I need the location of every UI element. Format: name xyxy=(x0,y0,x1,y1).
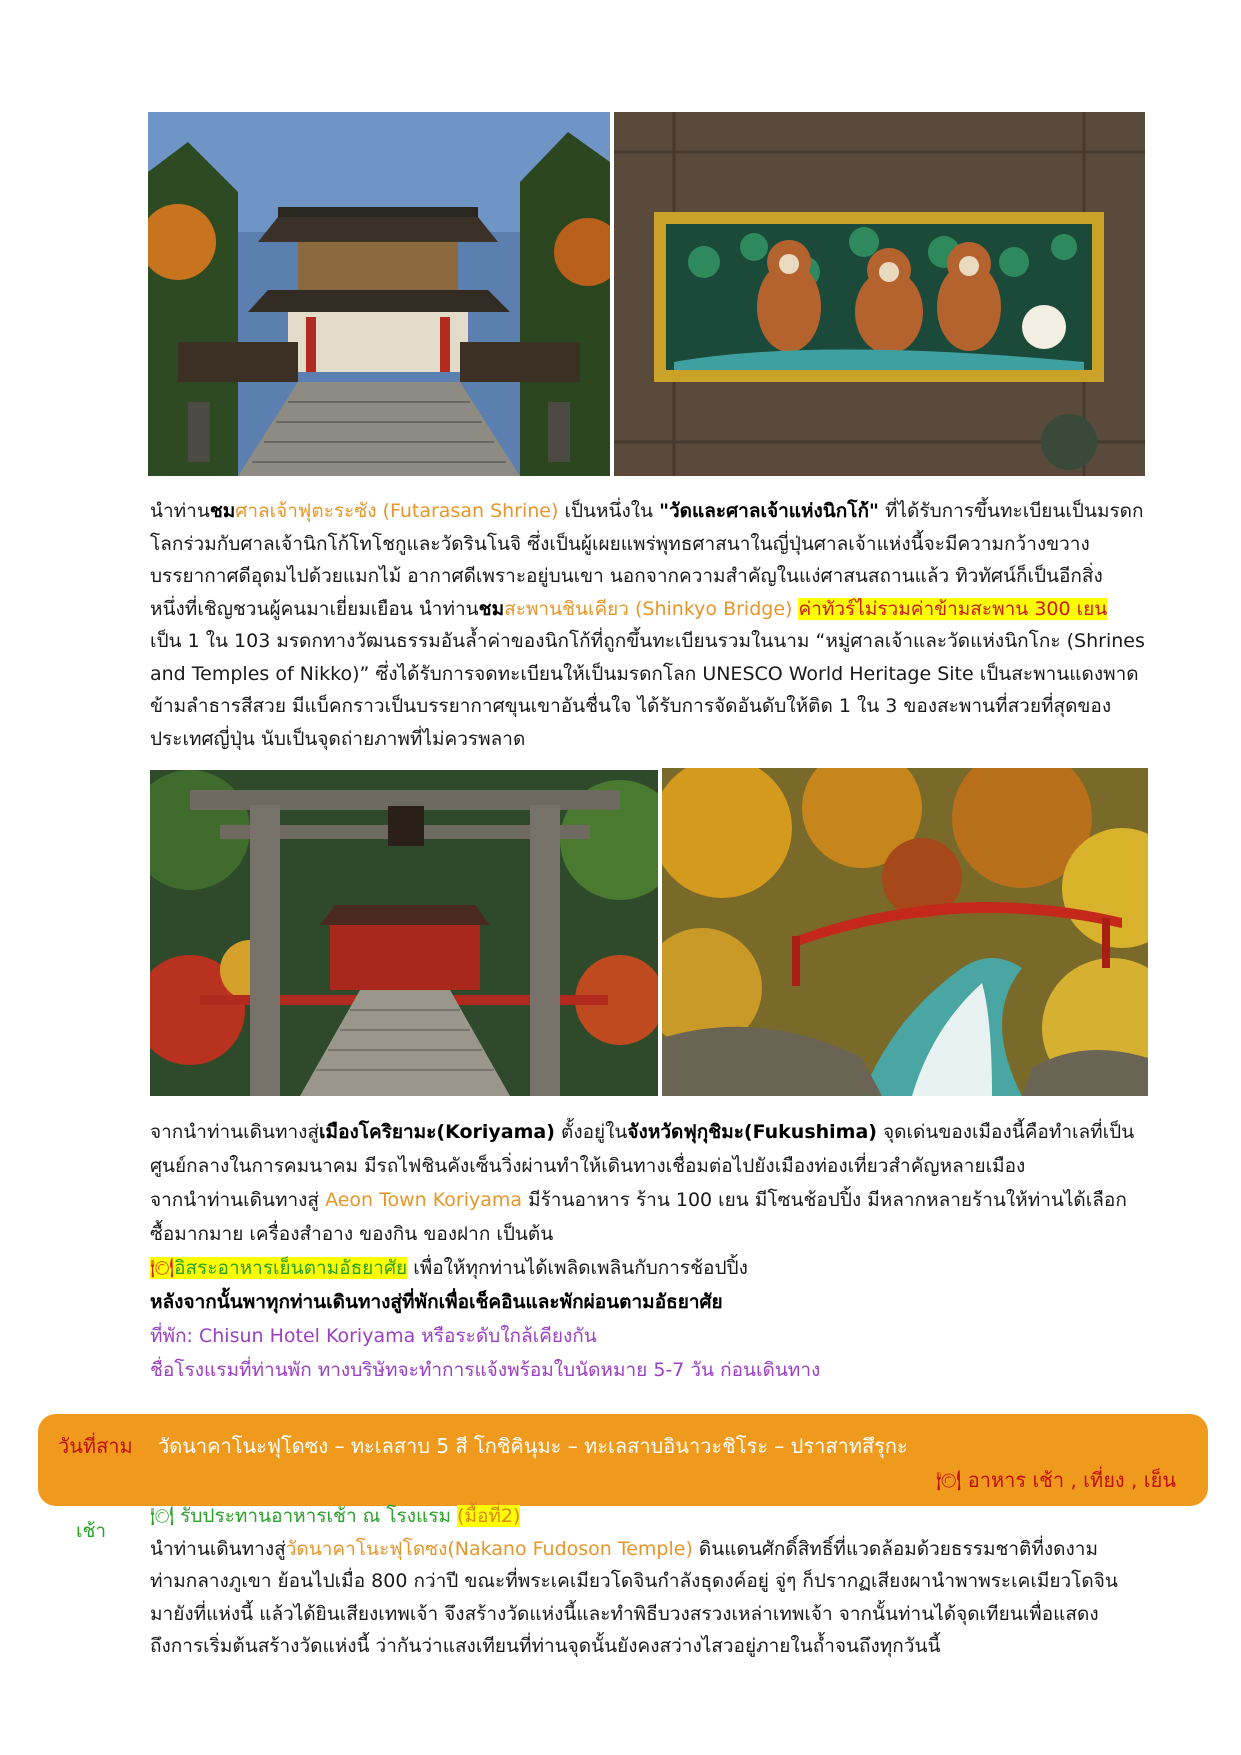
para1-line-7: ข้ามลำธารสีสวย มีแบ็คกราวเป็นบรรยากาศขุนเขาอันชื่นใจ ได้รับการจัดอันดับให้ติด 1 ใน 3 ของสะพานที่สวยที่สุดของ xyxy=(150,695,1112,717)
bridge-fee-note: ค่าทัวร์ไม่รวมค่าข้ามสะพาน 300 เยน xyxy=(798,597,1108,620)
three-monkeys-carving-photo xyxy=(614,112,1145,476)
futarasan-description xyxy=(150,495,1170,755)
hotel-notice-line: ชื่อโรงแรมที่ท่านพัก ทางบริษัทจะทำการแจ้งพร้อมใบนัดหมาย 5-7 วัน ก่อนเดินทาง xyxy=(150,1359,821,1381)
futarasan-shrine-name: ศาลเจ้าฟุตะระซัง (Futarasan Shrine) xyxy=(235,500,559,522)
morning-line-1: นำท่านเดินทางสู่วัดนาคาโนะฟุโดซง(Nakano Fudoson Temple) ดินแดนศักดิ์สิทธิ์ที่แวดล้อมด้วยธรรมชาติที่งดงาม xyxy=(150,1537,1098,1560)
koriyama-city-name: เมืองโคริยามะ(Koriyama) xyxy=(319,1121,555,1143)
morning-line-2: ท่ามกลางภูเขา ย้อนไปเมื่อ 800 กว่าปี ขณะที่พระเคเมียวโดจินกำลังธุดงค์อยู่ จู่ๆ ก็ปรากฏเสียงผานำพาพระเคเมียวโดจิน xyxy=(150,1570,1118,1592)
breakfast-line: 🍽 รับประทานอาหารเช้า ณ โรงแรม (มื้อที่2) xyxy=(150,1505,521,1527)
para2-line-3: จากนำท่านเดินทางสู่ Aeon Town Koriyama มีร้านอาหาร ร้าน 100 เยน มีโซนช้อปปิ้ง มีหลากหลายร้านให้ท่านได้เลือก xyxy=(150,1189,1127,1211)
koriyama-description xyxy=(150,1115,1170,1387)
para1-line-6: and Temples of Nikko)” ซึ่งได้รับการจดทะเบียนให้เป็นมรดกโลก UNESCO World Heritage Site เป็นสะพานแดงพาด xyxy=(150,662,1139,685)
morning-label: เช้า xyxy=(76,1520,107,1542)
morning-line-3: มายังที่แห่งนี้ แล้วได้ยินเสียงเทพเจ้า จึงสร้างวัดแห่งนี้และทำพิธีบวงสรวงเหล่าเทพเจ้า จากนั้นท่านได้จุดเทียนเพื่อแสดง xyxy=(150,1602,1099,1625)
para1-line-2: โลกร่วมกับศาลเจ้านิกโก้โทโชกูและวัดรินโนจิ ซึ่งเป็นผู้เผยแพร่พุทธศาสนาในญี่ปุ่นศาลเจ้าแห่งนี้จะมีความกว้างขวาง xyxy=(150,532,1090,555)
meal-count-badge: (มื้อที่2) xyxy=(457,1505,521,1527)
day-three-label: วันที่สาม xyxy=(58,1434,133,1458)
para2-line-2: ศูนย์กลางในการคมนาคม มีรถไฟชินคังเซ็นวิ่งผ่านทำให้เดินทางเชื่อมต่อไปยังเมืองท่องเที่ยวสำคัญหลายเมือง xyxy=(150,1155,1026,1177)
para1-line-1: นำท่านชมศาลเจ้าฟุตะระซัง (Futarasan Shrine) เป็นหนึ่งใน "วัดและศาลเจ้าแห่งนิกโก้" ที่ได้รับการขึ้นทะเบียนเป็นมรดก xyxy=(150,500,1144,522)
torii-gate-photo xyxy=(150,770,658,1096)
aeon-town-name: Aeon Town Koriyama xyxy=(325,1189,523,1211)
para2-line-1: จากนำท่านเดินทางสู่เมืองโคริยามะ(Koriyama) ตั้งอยู่ในจังหวัดฟุกุชิมะ(Fukushima) จุดเด่นของเมืองนี้คือทำเลที่เป็น xyxy=(150,1121,1135,1143)
para1-line-3: บรรยากาศดีอุดมไปด้วยแมกไม้ อากาศดีเพราะอยู่บนเขา นอกจากความสำคัญในแง่ศาสนสถานแล้ว ทิวทัศน์ก็เป็นอีกสิ่ง xyxy=(150,565,1103,587)
day-three-header xyxy=(38,1414,1208,1506)
day-three-meals: 🍽 อาหาร เช้า , เที่ยง , เย็น xyxy=(935,1468,1176,1492)
meal-icon: 🍽 xyxy=(150,1257,175,1279)
para2-line-4: ซื้อมากมาย เครื่องสำอาง ของกิน ของฝาก เป็นต้น xyxy=(150,1223,554,1245)
hotel-checkin-line: หลังจากนั้นพาทุกท่านเดินทางสู่ที่พักเพื่อเช็คอินและพักผ่อนตามอัธยาศัย xyxy=(150,1291,723,1313)
free-dinner-note: อิสระอาหารเย็นตามอัธยาศัย xyxy=(174,1257,408,1279)
para1-line-4: หนึ่งที่เชิญชวนผู้คนมาเยี่ยมเยือน นำท่านชมสะพานชินเคียว (Shinkyo Bridge) ค่าทัวร์ไม่รวมค่าข้ามสะพาน 300 เยน xyxy=(150,597,1108,620)
para1-line-8: ประเทศญี่ปุ่น นับเป็นจุดถ่ายภาพที่ไม่ควรพลาด xyxy=(150,727,526,750)
hotel-name-line: ที่พัก: Chisun Hotel Koriyama หรือระดับใกล้เคียงกัน xyxy=(150,1325,597,1347)
nakano-fudoson-name: วัดนาคาโนะฟุโดซง(Nakano Fudoson Temple) xyxy=(285,1537,693,1560)
para1-line-5: เป็น 1 ใน 103 มรดกทางวัฒนธรรมอันล้ำค่าของนิกโก้ที่ถูกขึ้นทะเบียนรวมในนาม “หมู่ศาลเจ้าและวัดแห่งนิกโกะ (Shrines xyxy=(150,630,1145,652)
day-three-route: วัดนาคาโนะฟุโดซง – ทะเลสาบ 5 สี โกชิคินุมะ – ทะเลสาบอินาวะชิโระ – ปราสาทสึรุกะ xyxy=(158,1434,908,1458)
fukushima-prefecture-name: จังหวัดฟุกุชิมะ(Fukushima) xyxy=(627,1121,877,1143)
nakano-fudoson-description xyxy=(150,1500,1170,1663)
shinkyo-bridge-photo xyxy=(662,768,1148,1096)
dinner-line: 🍽อิสระอาหารเย็นตามอัธยาศัย เพื่อให้ทุกท่านได้เพลิดเพลินกับการช้อปปิ้ง xyxy=(150,1257,748,1279)
morning-line-4: ถึงการเริ่มต้นสร้างวัดแห่งนี้ ว่ากันว่าแสงเทียนที่ท่านจุดนั้นยังคงสว่างไสวอยู่ภายในถ้ำจนถึงทุกวันนี้ xyxy=(150,1635,941,1657)
shinkyo-bridge-name: สะพานชินเคียว (Shinkyo Bridge) xyxy=(504,597,793,620)
yomeimon-gate-photo xyxy=(148,112,610,476)
